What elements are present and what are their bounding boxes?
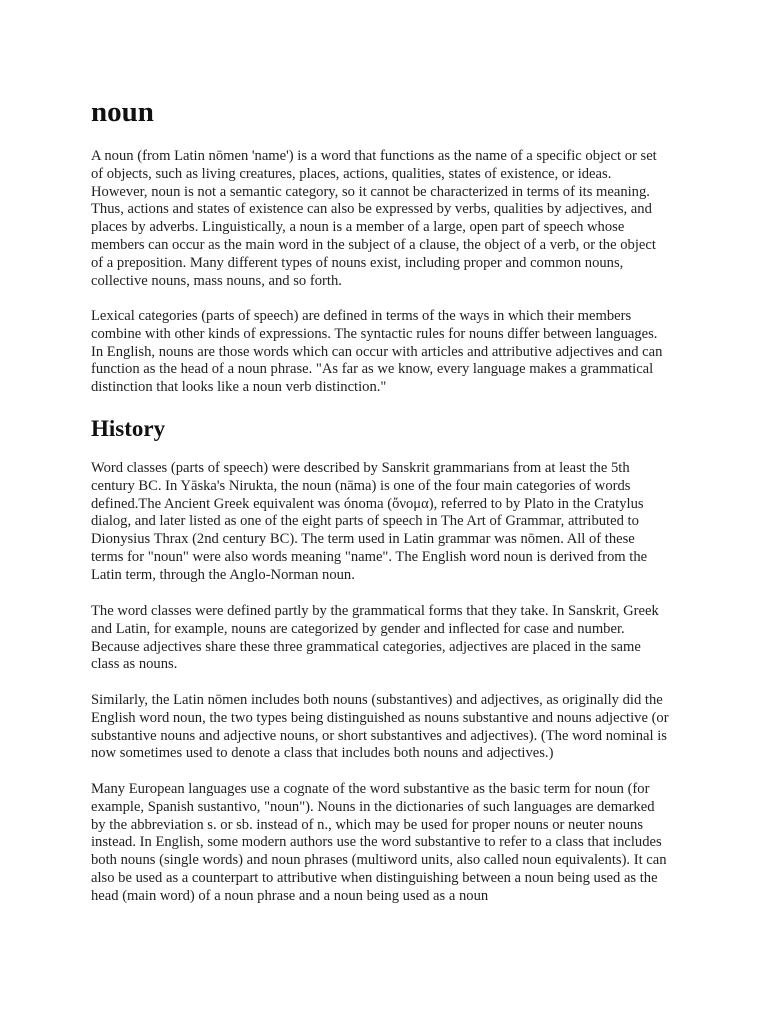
history-paragraph-2: The word classes were defined partly by the grammatical forms that they take. In Sanskrit, Greek and Latin, for example, nouns are categorized by gender and inflected for case and number. Because adjectives share these three grammatical categories, adjectives are placed in the same class as nouns. (91, 603, 659, 673)
page-title: noun (91, 96, 154, 128)
intro-paragraph-2: Lexical categories (parts of speech) are defined in terms of the ways in which their members combine with other kinds of expressions. The syntactic rules for nouns differ between languages. In English, nouns are those words which can occur with articles and attributive adjectives and can function as the head of a noun phrase. "As far as we know, every language makes a grammatical distinction that looks like a noun verb distinction." (91, 308, 663, 396)
history-heading: History (91, 416, 166, 441)
history-paragraph-4: Many European languages use a cognate of the word substantive as the basic term for noun (for example, Spanish sustantivo, "noun"). Nouns in the dictionaries of such languages are demarked by the abbreviation s. or sb. instead of n., which may be used for proper nouns or neuter nouns instead. In English, some modern authors use the word substantive to refer to a class that includes both nouns (single words) and noun phrases (multiword units, also called noun equivalents). It can also be used as a counterpart to attributive when distinguishing between a noun being used as the head (main word) of a noun phrase and a noun being used as a noun (91, 781, 667, 904)
intro-paragraph-1: A noun (from Latin nōmen 'name') is a word that functions as the name of a specific object or set of objects, such as living creatures, places, actions, qualities, states of existence, or ideas. However, noun is not a semantic category, so it cannot be characterized in terms of its meaning. Thus, actions and states of existence can also be expressed by verbs, qualities by adjectives, and places by adverbs. Linguistically, a noun is a member of a large, open part of speech whose members can occur as the main word in the subject of a clause, the object of a verb, or the object of a preposition. Many different types of nouns exist, including proper and common nouns, collective nouns, mass nouns, and so forth. (91, 148, 657, 289)
history-paragraph-1: Word classes (parts of speech) were described by Sanskrit grammarians from at least the 5th century BC. In Yāska's Nirukta, the noun (nāma) is one of the four main categories of words defined.The Ancient Greek equivalent was ónoma (ὄνομα), referred to by Plato in the Cratylus dialog, and later listed as one of the eight parts of speech in The Art of Grammar, attributed to Dionysius Thrax (2nd century BC). The term used in Latin grammar was nōmen. All of these terms for "noun" were also words meaning "name". The English word noun is derived from the Latin term, through the Anglo-Norman noun. (91, 460, 648, 583)
history-paragraph-3: Similarly, the Latin nōmen includes both nouns (substantives) and adjectives, as originally did the English word noun, the two types being distinguished as nouns substantive and nouns adjective (or substantive nouns and adjective nouns, or short substantives and adjectives). (The word nominal is now sometimes used to denote a class that includes both nouns and adjectives.) (91, 692, 669, 762)
